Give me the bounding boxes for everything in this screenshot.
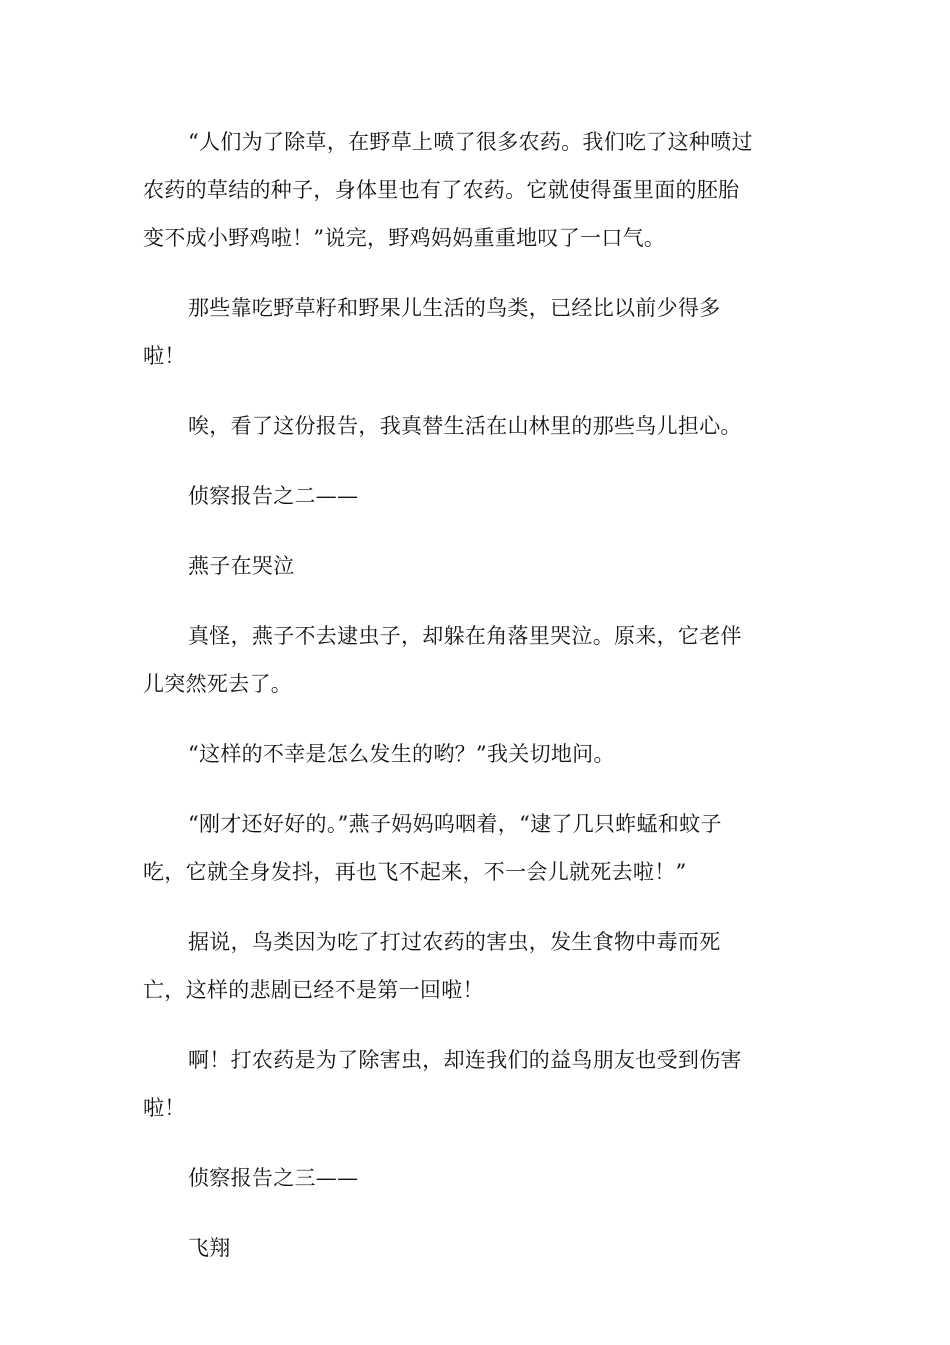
paragraph-fewer-birds: 那些靠吃野草籽和野果儿生活的鸟类，已经比以前少得多啦！: [143, 296, 721, 368]
paragraph-beneficial-birds: 啊！打农药是为了除害虫，却连我们的益鸟朋友也受到伤害啦！: [143, 1048, 742, 1120]
section-title-swallow-crying: 燕子在哭泣: [188, 554, 295, 578]
section-heading-report-2: 侦察报告之二——: [188, 484, 359, 508]
document-body: [143, 118, 753, 1294]
section-title-flying: 飞翔: [188, 1236, 231, 1260]
paragraph-worry: 唉，看了这份报告，我真替生活在山林里的那些鸟儿担心。: [188, 414, 742, 438]
paragraph-swallow-hiding: 真怪，燕子不去逮虫子，却躲在角落里哭泣。原来，它老伴儿突然死去了。: [143, 624, 742, 696]
paragraph-swallow-answer: “刚才还好好的。”燕子妈妈呜咽着，“逮了几只蚱蜢和蚊子吃，它就全身发抖，再也飞不起来，不一会儿就死去啦！”: [143, 812, 722, 884]
paragraph-question: “这样的不幸是怎么发生的哟？”我关切地问。: [188, 742, 615, 766]
section-heading-report-3: 侦察报告之三——: [188, 1166, 359, 1190]
paragraph-poisoning: 据说，鸟类因为吃了打过农药的害虫，发生食物中毒而死亡，这样的悲剧已经不是第一回啦！: [143, 930, 721, 1002]
paragraph-pesticide-eggs: “人们为了除草，在野草上喷了很多农药。我们吃了这种喷过农药的草结的种子，身体里也有了农药。它就使得蛋里面的胚胎变不成小野鸡啦！”说完，野鸡妈妈重重地叹了一口气。: [143, 130, 753, 250]
